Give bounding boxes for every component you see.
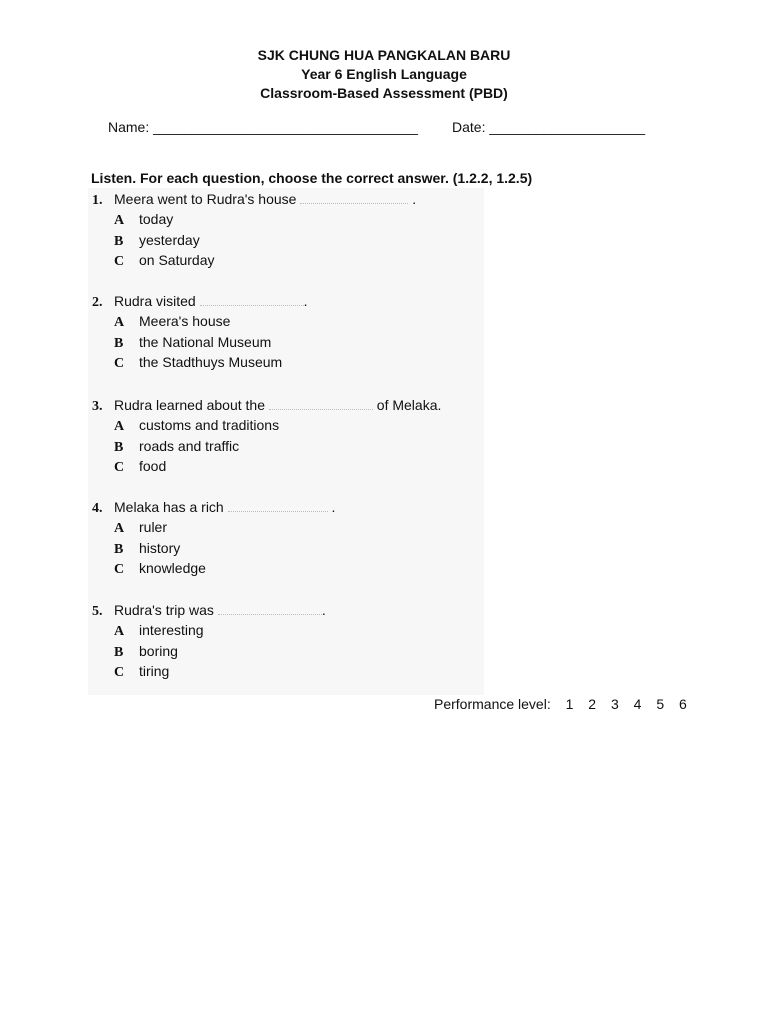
option-b[interactable] <box>92 641 326 662</box>
option-c[interactable] <box>92 661 326 682</box>
option-letter: C <box>114 356 125 371</box>
option-letter: C <box>114 460 125 475</box>
answer-blank <box>228 499 328 512</box>
question-number: 3. <box>92 399 103 414</box>
question-1 <box>92 189 416 271</box>
option-a[interactable] <box>92 620 326 641</box>
level-2[interactable]: 2 <box>588 696 597 712</box>
option-text: the National Museum <box>139 333 272 350</box>
instruction-text: Listen. For each question, choose the correct answer. (1.2.2, 1.2.5) <box>91 170 533 186</box>
stem-text: Rudra visited <box>114 293 196 309</box>
option-c[interactable] <box>92 558 335 579</box>
option-a[interactable] <box>92 415 441 436</box>
performance-level <box>434 696 687 712</box>
question-stem <box>92 189 416 209</box>
question-stem <box>92 497 335 517</box>
option-letter: B <box>114 644 124 660</box>
option-b[interactable] <box>92 230 416 251</box>
answer-blank <box>269 397 373 410</box>
option-c[interactable] <box>92 352 307 373</box>
level-6[interactable]: 6 <box>679 696 687 712</box>
option-text: knowledge <box>139 560 206 576</box>
option-b[interactable] <box>92 538 335 559</box>
stem-end: . <box>331 499 336 515</box>
option-text: tiring <box>139 663 170 679</box>
question-number: 1. <box>92 193 103 208</box>
question-stem <box>92 395 441 415</box>
option-letter: B <box>114 233 124 249</box>
option-c[interactable] <box>92 250 416 271</box>
question-3 <box>92 395 441 477</box>
option-c[interactable] <box>92 456 441 477</box>
option-text: boring <box>139 642 178 659</box>
option-text: on Saturday <box>139 252 215 268</box>
question-5 <box>92 600 326 682</box>
option-letter: A <box>114 521 125 536</box>
question-number: 2. <box>92 295 103 310</box>
option-letter: A <box>114 419 125 434</box>
answer-blank <box>200 293 304 306</box>
stem-end: of Melaka. <box>376 397 442 413</box>
option-letter: A <box>114 624 125 639</box>
question-number: 5. <box>92 604 103 619</box>
school-name: SJK CHUNG HUA PANGKALAN BARU <box>257 47 511 63</box>
subject-title: Year 6 English Language <box>301 66 467 82</box>
option-text: interesting <box>139 622 204 638</box>
worksheet-header <box>0 46 768 103</box>
option-text: today <box>139 211 174 227</box>
date-field[interactable]: Date: ____________________ <box>452 119 646 135</box>
option-text: the Stadthuys Museum <box>139 354 283 370</box>
option-a[interactable] <box>92 209 416 230</box>
question-4 <box>92 497 335 579</box>
question-stem <box>92 291 307 311</box>
option-text: roads and traffic <box>139 437 240 454</box>
option-letter: A <box>114 213 125 228</box>
option-letter: C <box>114 665 125 680</box>
assessment-title: Classroom-Based Assessment (PBD) <box>260 85 508 101</box>
option-text: customs and traditions <box>139 417 280 433</box>
option-letter: A <box>114 315 125 330</box>
stem-text: Rudra's trip was <box>114 602 214 618</box>
option-b[interactable] <box>92 332 307 353</box>
option-text: history <box>139 539 181 556</box>
stem-end: . <box>412 191 417 207</box>
option-letter: C <box>114 562 125 577</box>
option-letter: B <box>114 335 124 351</box>
performance-label: Performance level: <box>434 696 551 712</box>
option-text: ruler <box>139 519 168 535</box>
stem-text: Rudra learned about the <box>114 397 265 413</box>
stem-end: . <box>321 602 326 618</box>
level-5[interactable]: 5 <box>656 696 665 712</box>
stem-text: Meera went to Rudra's house <box>114 191 297 207</box>
question-number: 4. <box>92 501 103 516</box>
stem-end: . <box>303 293 308 309</box>
option-a[interactable] <box>92 517 335 538</box>
answer-blank <box>300 191 408 204</box>
option-b[interactable] <box>92 436 441 457</box>
option-letter: B <box>114 541 124 557</box>
option-letter: B <box>114 439 124 455</box>
answer-blank <box>218 602 322 615</box>
option-text: Meera's house <box>139 313 231 329</box>
level-1[interactable]: 1 <box>565 696 574 712</box>
question-2 <box>92 291 307 373</box>
name-field[interactable]: Name: __________________________________ <box>108 119 418 135</box>
option-text: yesterday <box>139 231 200 248</box>
level-3[interactable]: 3 <box>610 696 619 712</box>
stem-text: Melaka has a rich <box>114 499 224 515</box>
question-stem <box>92 600 326 620</box>
option-text: food <box>139 458 167 474</box>
option-letter: C <box>114 254 125 269</box>
option-a[interactable] <box>92 311 307 332</box>
level-4[interactable]: 4 <box>633 696 642 712</box>
